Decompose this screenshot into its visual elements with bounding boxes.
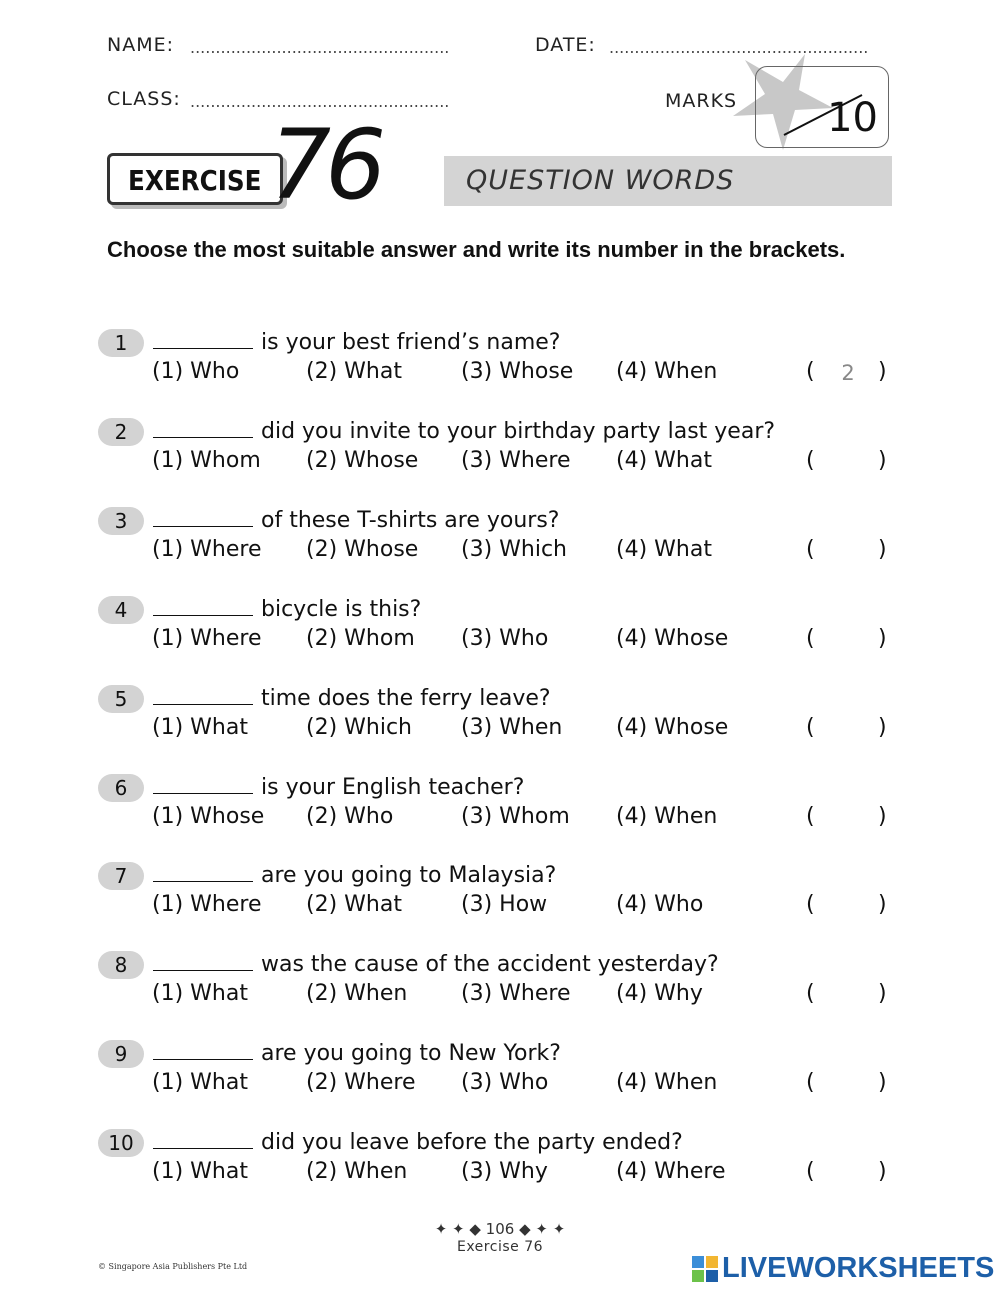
answer-bracket-close: ) [878,448,887,473]
question-3 [98,507,898,587]
option-3: (3) How [461,892,548,917]
question-number: 4 [98,596,144,624]
question-blank [153,1128,253,1149]
question-text [153,773,524,800]
question-8 [98,951,898,1031]
option-4: (4) Whose [616,626,729,651]
copyright: © Singapore Asia Publishers Pte Ltd [98,1262,248,1271]
question-blank [153,328,253,349]
option-4: (4) When [616,1070,718,1095]
question-blank [153,684,253,705]
question-text [153,328,560,355]
class-line[interactable]: ................................................... [190,92,450,111]
topic-title: QUESTION WORDS [466,165,735,196]
question-text [153,950,719,977]
name-label [107,34,174,56]
page-number: ✦ ✦ ◆ 106 ◆ ✦ ✦ [434,1220,566,1238]
exercise-label: EXERCISE [128,164,262,197]
option-3: (3) When [461,715,563,740]
answer-bracket-close: ) [878,715,887,740]
question-2 [98,418,898,498]
question-stem: are you going to New York? [261,1041,561,1066]
date-label [535,34,596,56]
footer-exercise-label: Exercise 76 [456,1239,544,1255]
question-stem: is your English teacher? [261,775,525,800]
question-text [153,684,551,711]
answer-bracket-close: ) [878,1070,887,1095]
option-1: (1) Where [152,626,262,651]
answer-bracket-open: ( [806,626,815,651]
option-1: (1) Where [152,892,262,917]
answer-bracket-open: ( [806,715,815,740]
option-4: (4) What [616,537,712,562]
option-2: (2) Whom [306,626,415,651]
option-2: (2) Which [306,715,413,740]
question-1 [98,329,898,409]
question-blank [153,773,253,794]
option-2: (2) When [306,981,408,1006]
answer-bracket-close: ) [878,804,887,829]
name-label-text: NAME: [107,34,175,56]
option-3: (3) Where [461,448,571,473]
question-text [153,1039,561,1066]
answer-bracket-open: ( [806,981,815,1006]
answer-bracket-close: ) [878,359,887,384]
option-4: (4) What [616,448,712,473]
question-stem: did you invite to your birthday party last year? [261,419,776,444]
answer-bracket-open: ( [806,804,815,829]
question-stem: time does the ferry leave? [261,686,551,711]
question-5 [98,685,898,765]
exercise-banner [107,153,283,205]
option-4: (4) Who [616,892,704,917]
question-stem: are you going to Malaysia? [261,863,557,888]
option-2: (2) Where [306,1070,416,1095]
question-text [153,506,559,533]
question-9 [98,1040,898,1120]
answer-bracket-close: ) [878,626,887,651]
question-stem: bicycle is this? [261,597,422,622]
option-1: (1) What [152,1070,248,1095]
question-blank [153,506,253,527]
option-2: (2) Whose [306,537,419,562]
option-1: (1) What [152,1159,248,1184]
question-4 [98,596,898,676]
option-2: (2) What [306,359,402,384]
option-1: (1) What [152,715,248,740]
question-blank [153,950,253,971]
class-label-text: CLASS: [107,88,181,110]
option-1: (1) Whom [152,448,261,473]
question-text [153,417,775,444]
date-line[interactable]: ................................................... [609,38,869,57]
instructions: Choose the most suitable answer and write its number in the brackets. [107,237,846,262]
question-10 [98,1129,898,1209]
answer-field[interactable]: 2 [841,361,855,385]
liveworksheets-logo-text: LIVEWORKSHEETS [722,1252,995,1284]
option-3: (3) Who [461,626,549,651]
question-blank [153,861,253,882]
question-number: 5 [98,685,144,713]
answer-bracket-open: ( [806,448,815,473]
question-number: 7 [98,862,144,890]
option-1: (1) Where [152,537,262,562]
option-2: (2) When [306,1159,408,1184]
question-number: 8 [98,951,144,979]
question-number: 9 [98,1040,144,1068]
option-1: (1) What [152,981,248,1006]
topic-bar [444,156,892,206]
question-text [153,1128,683,1155]
class-label [107,88,181,110]
answer-bracket-close: ) [878,892,887,917]
name-line[interactable]: ................................................... [190,38,450,57]
answer-bracket-open: ( [806,1159,815,1184]
answer-bracket-close: ) [878,537,887,562]
option-4: (4) Where [616,1159,726,1184]
exercise-number: 76 [270,109,381,221]
question-7 [98,862,898,942]
answer-bracket-open: ( [806,537,815,562]
option-4: (4) When [616,804,718,829]
marks-box[interactable] [755,66,889,148]
option-1: (1) Whose [152,804,265,829]
marks-label: MARKS [665,90,738,112]
option-2: (2) Who [306,804,394,829]
question-number: 10 [98,1129,144,1157]
option-3: (3) Which [461,537,568,562]
option-3: (3) Whose [461,359,574,384]
question-stem: is your best friend’s name? [261,330,561,355]
option-3: (3) Whom [461,804,570,829]
question-number: 1 [98,329,144,357]
question-stem: of these T-shirts are yours? [261,508,560,533]
question-text [153,595,421,622]
option-3: (3) Who [461,1070,549,1095]
option-4: (4) When [616,359,718,384]
option-4: (4) Why [616,981,703,1006]
question-6 [98,774,898,854]
option-1: (1) Who [152,359,240,384]
question-text [153,861,556,888]
option-3: (3) Why [461,1159,548,1184]
liveworksheets-logo-icon [692,1256,718,1282]
question-blank [153,595,253,616]
question-number: 2 [98,418,144,446]
question-number: 3 [98,507,144,535]
option-4: (4) Whose [616,715,729,740]
option-2: (2) What [306,892,402,917]
question-blank [153,1039,253,1060]
question-number: 6 [98,774,144,802]
answer-bracket-open: ( [806,892,815,917]
question-stem: did you leave before the party ended? [261,1130,683,1155]
answer-bracket-open: ( [806,1070,815,1095]
question-blank [153,417,253,438]
answer-bracket-close: ) [878,1159,887,1184]
answer-bracket-open: ( [806,359,815,384]
marks-total: 10 [827,95,878,141]
date-label-text: DATE: [535,34,596,56]
question-stem: was the cause of the accident yesterday? [261,952,719,977]
option-2: (2) Whose [306,448,419,473]
option-3: (3) Where [461,981,571,1006]
answer-bracket-close: ) [878,981,887,1006]
